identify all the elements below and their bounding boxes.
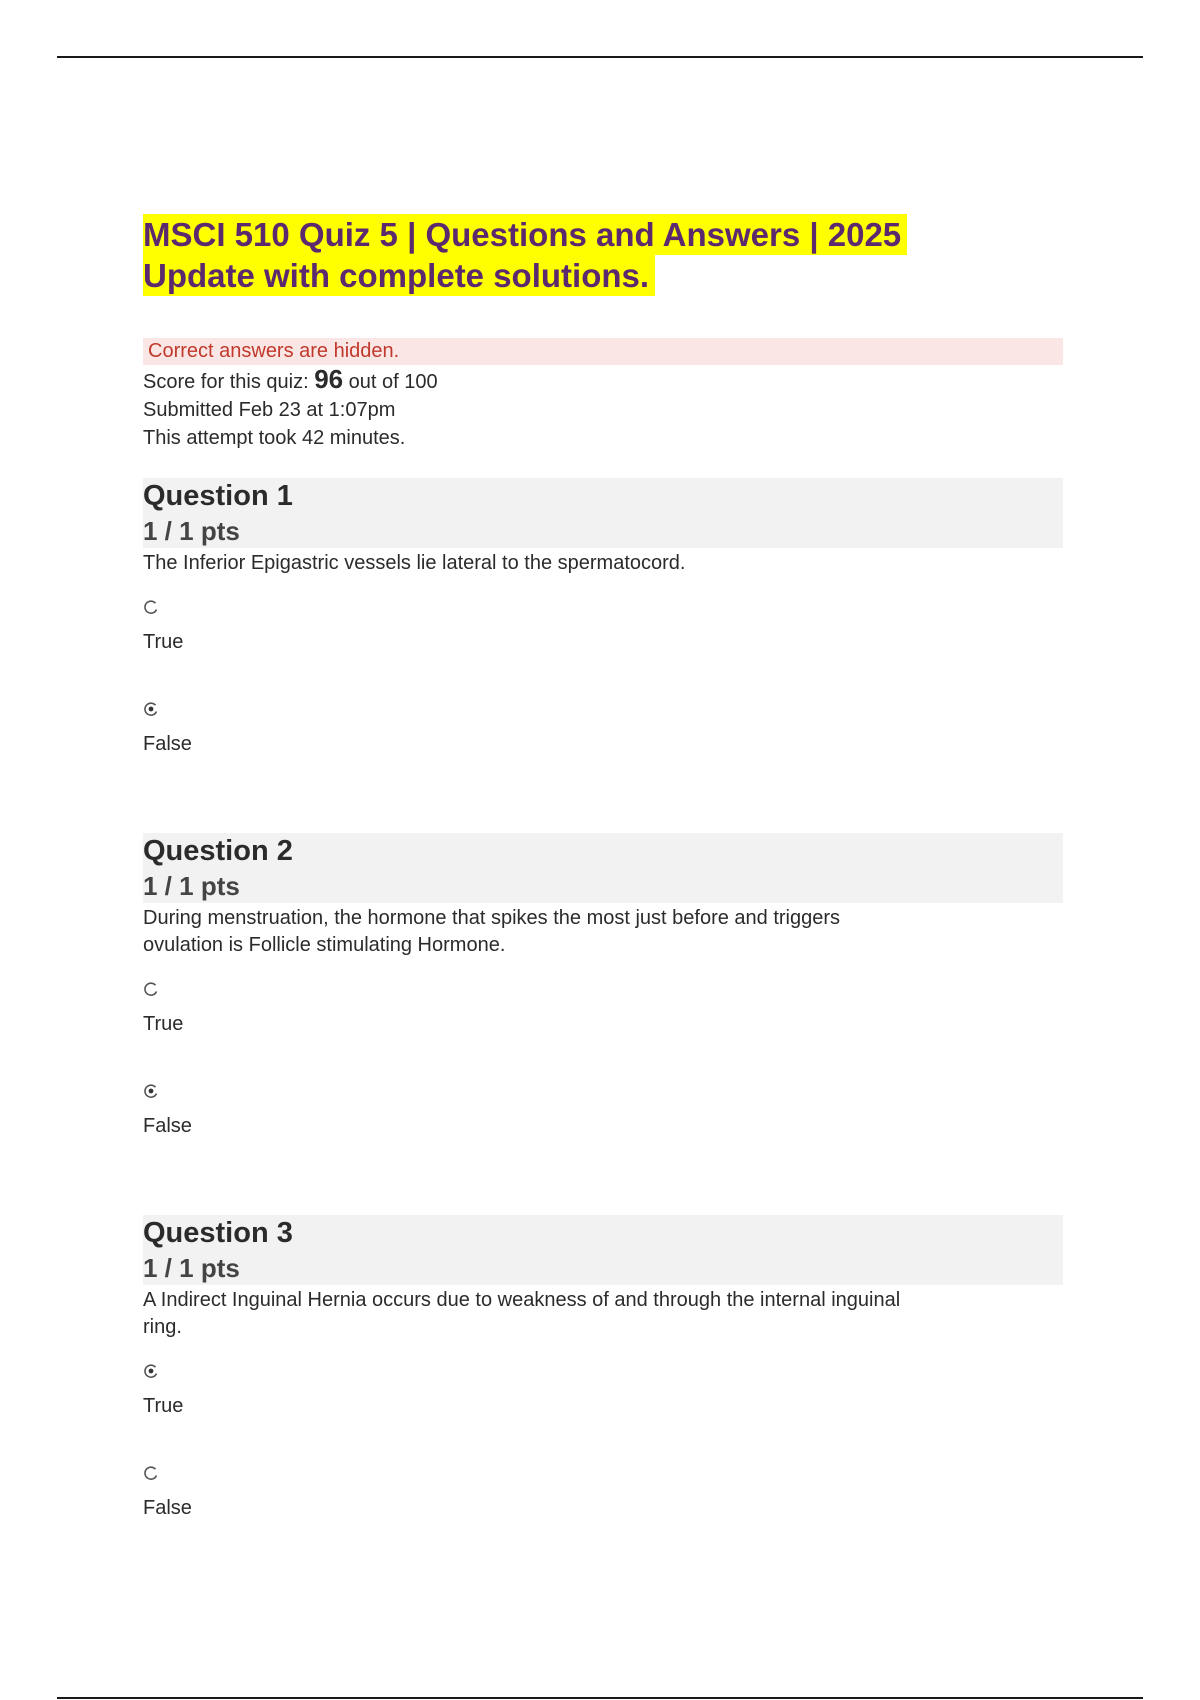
question-header [143,478,1063,548]
option-label: True [143,1013,184,1035]
top-rule [57,56,1143,58]
submitted-line: Submitted Feb 23 at 1:07pm [143,399,396,421]
option-true[interactable] [143,599,1063,655]
option-false[interactable] [143,1083,1063,1139]
question-header [143,833,1063,903]
question-text: The Inferior Epigastric vessels lie lateral to the spermatocord. [143,552,686,574]
question-points: 1 / 1 pts [143,516,240,546]
score-line [143,365,1063,396]
document-title [143,214,1063,296]
question-text-line-2: ring. [143,1316,182,1338]
score-prefix: Score for this quiz: [143,371,315,393]
duration-line: This attempt took 42 minutes. [143,427,406,449]
question-text [143,1287,1063,1341]
score-value: 96 [314,364,344,394]
bottom-rule [57,1697,1143,1699]
option-true[interactable] [143,1363,1063,1419]
question-header [143,1215,1063,1285]
radio-unselected-icon[interactable] [143,1465,159,1481]
option-false[interactable] [143,701,1063,757]
radio-selected-icon[interactable] [143,1363,159,1379]
option-false[interactable] [143,1465,1063,1521]
quiz-document [143,214,1063,1521]
question-points: 1 / 1 pts [143,1253,240,1283]
question-text-line-2: ovulation is Follicle stimulating Hormone. [143,934,506,956]
title-line-2: Update with complete solutions. [143,255,655,296]
question-title: Question 2 [143,835,293,867]
question-title: Question 3 [143,1217,293,1249]
question-2 [143,833,1063,1139]
option-label: False [143,1115,192,1137]
question-title: Question 1 [143,480,293,512]
radio-unselected-icon[interactable] [143,981,159,997]
hidden-answers-notice: Correct answers are hidden. [143,338,1063,365]
question-points: 1 / 1 pts [143,871,240,901]
option-label: False [143,1497,192,1519]
option-label: True [143,631,184,653]
option-label: True [143,1395,184,1417]
title-line-1: MSCI 510 Quiz 5 | Questions and Answers | 2025 [143,214,907,255]
question-3 [143,1215,1063,1521]
question-text [143,905,1063,959]
question-text-line-1: A Indirect Inguinal Hernia occurs due to weakness of and through the internal inguinal [143,1289,901,1311]
radio-selected-icon[interactable] [143,1083,159,1099]
option-true[interactable] [143,981,1063,1037]
question-1 [143,478,1063,757]
option-label: False [143,733,192,755]
radio-selected-icon[interactable] [143,701,159,717]
question-text-line-1: During menstruation, the hormone that spikes the most just before and triggers [143,907,841,929]
radio-unselected-icon[interactable] [143,599,159,615]
score-suffix: out of 100 [343,371,438,393]
